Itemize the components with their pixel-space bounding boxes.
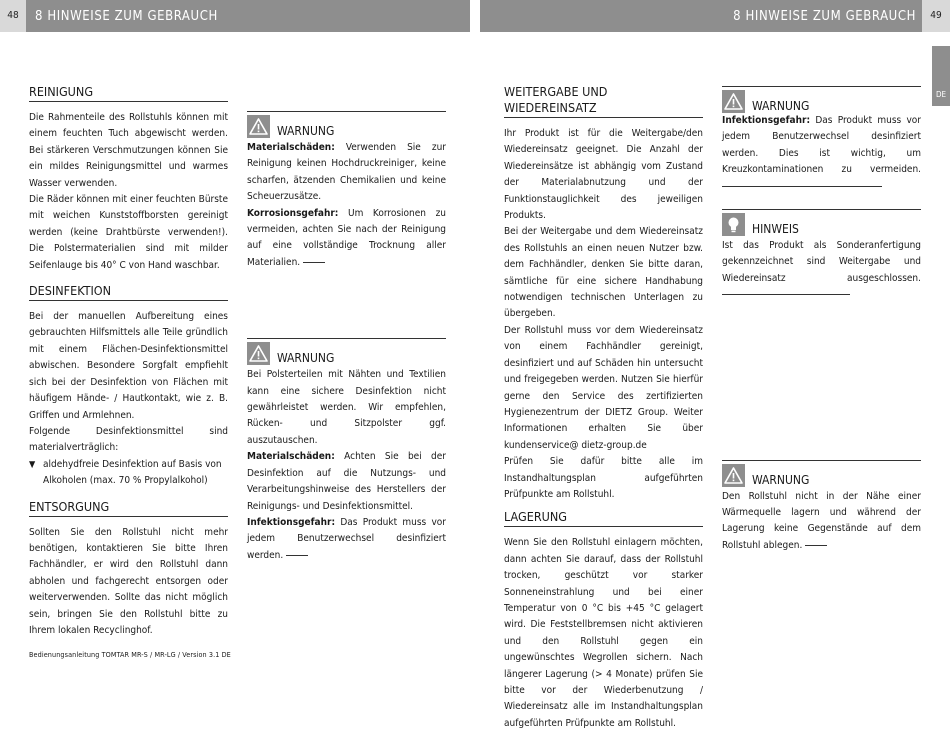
column-reuse-warnings bbox=[722, 86, 921, 554]
column-cleaning-warnings bbox=[247, 111, 446, 564]
warning-1-label: WARNUNG bbox=[277, 124, 335, 138]
weitergabe-paragraph-1: Ihr Produkt ist für die Weitergabe/den Wiedereinsatz geeignet. Die Anzahl der Wiedereinsätze ist abhängig vom Zustand der Materialabnutzung und der Funktionstauglichkeit des jeweiligen Produkts. bbox=[504, 128, 703, 222]
warning-3-bold: Infektionsgefahr: bbox=[722, 115, 811, 126]
warning-rule bbox=[247, 338, 446, 339]
warning-rule bbox=[722, 460, 921, 461]
desinfektion-bullet-text: aldehydfreie Desinfektion auf Basis von Alkoholen (max. 70 % Propylalkohol) bbox=[43, 458, 222, 487]
warning-2-bold-1: Materialschäden: bbox=[247, 451, 335, 463]
warning-1-body-2: Um Korrosionen zu vermeiden, achten Sie nach der Reinigung auf eine vollständige Trocknung aller Materialien. bbox=[247, 207, 446, 268]
warning-rule bbox=[722, 86, 921, 87]
warning-1-text-2 bbox=[247, 206, 446, 272]
right-header-title: 8 HINWEISE ZUM GEBRAUCH bbox=[733, 9, 916, 24]
weitergabe-paragraph-2: Bei der Weitergabe und dem Wiedereinsatz des Rollstuhls an einen neuen Nutzer bzw. dem Fachhändler, denken Sie bitte daran, sämtliche für eine sichere Handhabung notwendigen technischen Unterlagen zu übergeben. bbox=[504, 226, 703, 320]
warning-2-head bbox=[247, 341, 446, 365]
section-title-reinigung: REINIGUNG bbox=[29, 84, 228, 102]
end-line bbox=[722, 185, 882, 187]
entsorgung-paragraph-1: Sollten Sie den Rollstuhl nicht mehr benötigen, kontaktieren Sie bitte Ihren Fachhändler, er wird den Rollstuhl dann abholen und fachgerecht entsorgen oder weiterverwenden. Sollte das nicht möglich sein, bringen Sie den Rollstuhl bitte zu Ihrem lokalen Recyclinghof. bbox=[29, 526, 228, 636]
desinfektion-paragraph-1: Bei der manuellen Aufbereitung eines gebrauchten Hilfsmittels alle Teile gründlich mit einem Flächen-Desinfektionsmittel abwischen. Besondere Sorgfalt empfiehlt sich bei der Desinfektion von Flächen mit häufigem Hände- / Hautkontakt, wie z. B. Griffen und Armlehnen. bbox=[29, 311, 228, 421]
column-reuse-storage bbox=[504, 84, 703, 732]
right-page-number: 49 bbox=[922, 0, 950, 32]
hint-rule bbox=[722, 209, 921, 210]
lightbulb-icon bbox=[722, 213, 745, 236]
hint-label: HINWEIS bbox=[752, 222, 799, 237]
warning-2-body-2: Das Produkt muss vor jedem Benutzerwechsel desinfiziert werden. bbox=[247, 516, 446, 561]
weitergabe-paragraph-4: Prüfen Sie dafür bitte alle im Instandhaltungsplan aufgeführten Prüfpunkte am Rollstuhl. bbox=[504, 456, 703, 500]
warning-1-body-1: Verwenden Sie zur Reinigung keinen Hochdruckreiniger, keine scharfen, ätzenden Chemikalien und keine Scheuerzusätze. bbox=[247, 142, 446, 203]
warning-2-text-2 bbox=[247, 515, 446, 564]
section-title-entsorgung: ENTSORGUNG bbox=[29, 499, 228, 517]
warning-1-text-1 bbox=[247, 140, 446, 206]
end-line bbox=[805, 544, 827, 546]
warning-rule bbox=[247, 111, 446, 112]
end-line bbox=[286, 554, 308, 556]
warning-2-body-1: Achten Sie bei der Desinfektion auf die Nutzungs- und Verarbeitungshinweise des Herstellers der Reinigungs- und Desinfektionsmittel. bbox=[247, 451, 446, 512]
desinfektion-paragraph-2: Folgende Desinfektionsmittel sind materialverträglich: bbox=[29, 425, 228, 454]
left-page-number: 48 bbox=[0, 0, 26, 32]
warning-4-body: Den Rollstuhl nicht in der Nähe einer Wärmequelle lagern und während der Lagerung keine Gegenstände auf dem Rollstuhl ablegen. bbox=[722, 490, 921, 551]
section-title-desinfektion: DESINFEKTION bbox=[29, 283, 228, 301]
warning-3-head bbox=[722, 89, 921, 113]
warning-1-bold-1: Materialschäden: bbox=[247, 142, 335, 153]
warning-2-label: WARNUNG bbox=[277, 351, 335, 366]
lagerung-paragraph-1: Wenn Sie den Rollstuhl einlagern möchten, dann achten Sie darauf, dass der Rollstuhl trocken, geschützt vor starker Sonneneinstrahlung und bei einer Temperatur von 0 °C bis +45 °C gelagert wird. Die Feststellbremsen nicht aktivieren und den Rollstuhl gegen ein ungewünschtes Wegrollen sichern. Nach längerer Lagerung (> 4 Monate) prüfen Sie bitte vor der Wiederbenutzung / Wiedereinsatz alle im Instandhaltungsplan aufgeführten Prüfpunkte am Rollstuhl. bbox=[504, 537, 703, 729]
hint-text bbox=[722, 238, 921, 304]
warning-4-text bbox=[722, 489, 921, 555]
warning-3-text bbox=[722, 113, 921, 195]
warning-triangle-icon bbox=[247, 342, 270, 365]
warning-2-bold-2: Infektionsgefahr: bbox=[247, 516, 336, 528]
reinigung-paragraph-1: Die Rahmenteile des Rollstuhls können mit einem feuchten Tuch abgewischt werden. Bei stärkeren Verschmutzungen können Sie ein mildes Reinigungsmittel und warmes Wasser verwenden. bbox=[29, 112, 228, 189]
end-line bbox=[722, 293, 850, 295]
section-title-lagerung: LAGERUNG bbox=[504, 509, 703, 527]
hint-body: Ist das Produkt als Sonderanfertigung gekennzeichnet sind Weitergabe und Wiedereinsatz ausgeschlossen. bbox=[722, 240, 921, 284]
bullet-marker: ▼ bbox=[29, 459, 36, 470]
warning-triangle-icon bbox=[722, 90, 745, 113]
language-tab: DE bbox=[932, 46, 950, 106]
section-title-weitergabe: WEITERGABE UND WIEDEREINSATZ bbox=[504, 84, 703, 118]
warning-4-label: WARNUNG bbox=[752, 472, 810, 487]
warning-triangle-icon bbox=[247, 115, 270, 138]
warning-1-head bbox=[247, 114, 446, 138]
end-line bbox=[303, 261, 325, 263]
warning-1-bold-2: Korrosionsgefahr: bbox=[247, 207, 339, 219]
warning-3-body: Das Produkt muss vor jedem Benutzerwechsel desinfiziert werden. Dies ist wichtig, um Kreuzkontaminationen zu vermeiden. bbox=[722, 115, 921, 176]
column-cleaning bbox=[29, 84, 228, 639]
warning-4-head bbox=[722, 463, 921, 487]
left-header-title: 8 HINWEISE ZUM GEBRAUCH bbox=[35, 9, 218, 24]
weitergabe-paragraph-3: Der Rollstuhl muss vor dem Wiedereinsatz von einem Fachhändler gereinigt, desinfiziert und auf Schäden hin untersucht und freigegeben werden. Nutzen Sie hierfür gerne den Service des zertifizierten Hygienezentrum der DIETZ Group. Weiter Informationen erhalten Sie über kundenservice@ dietz-group.de bbox=[504, 324, 703, 451]
desinfektion-bullet bbox=[29, 457, 228, 490]
warning-2-text-0: Bei Polsterteilen mit Nähten und Textilien kann eine sichere Desinfektion nicht gewährleistet werden. Wir empfehlen, Rücken- und Sitzpolster ggf. auszutauschen. bbox=[247, 369, 446, 446]
warning-3-label: WARNUNG bbox=[752, 99, 810, 113]
warning-triangle-icon bbox=[722, 464, 745, 487]
footer-document-info: Bedienungsanleitung TOMTAR MR-S / MR-LG / Version 3.1 DE bbox=[29, 650, 231, 659]
warning-2-text-1 bbox=[247, 449, 446, 515]
hint-head bbox=[722, 212, 921, 236]
reinigung-paragraph-2: Die Räder können mit einer feuchten Bürste mit weichen Kunststoffborsten gereinigt werden (keine Drahtbürste verwenden!). Die Polstermaterialien sind mit milder Seifenlauge bis 40° C von Hand waschbar. bbox=[29, 194, 228, 271]
